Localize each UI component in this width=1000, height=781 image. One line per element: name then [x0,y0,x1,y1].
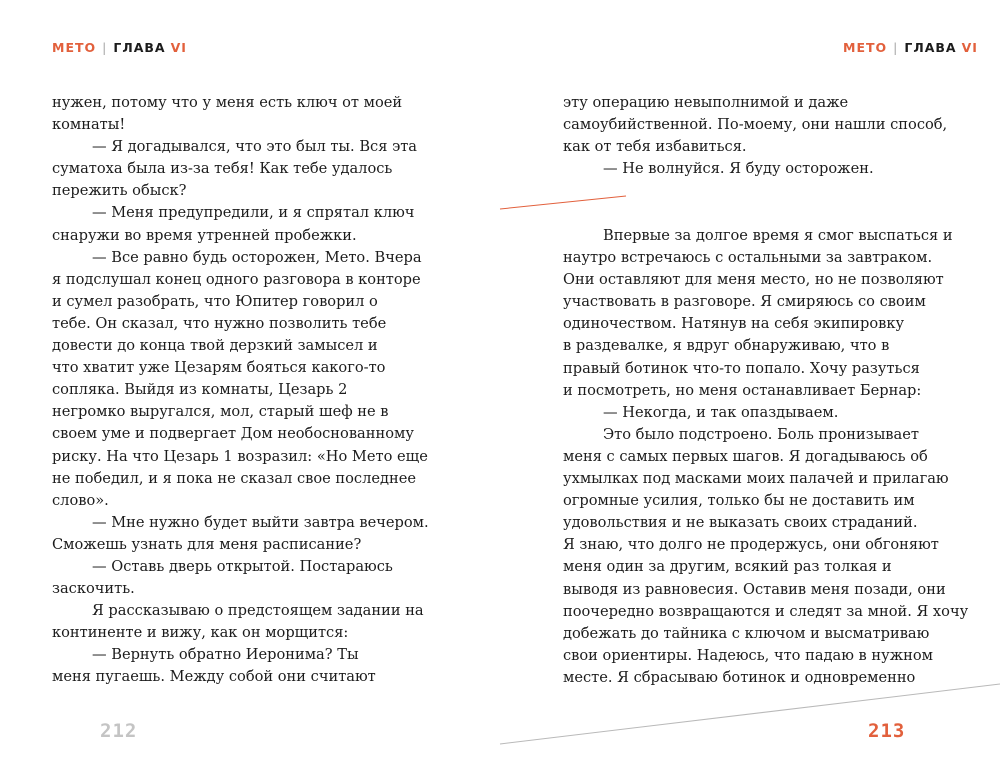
text-line: — Мне нужно будет выйти завтра вечером. [92,513,429,531]
header-chapter-number: VI [170,40,187,55]
text-line: ухмылках под масками моих палачей и прилагаю [563,470,949,488]
text-line: наутро встречаюсь с остальными за завтраком. [563,249,933,267]
text-line: как от тебя избавиться. [563,138,747,156]
text-line: Впервые за долгое время я смог выспаться и [603,227,953,244]
text-line: слово». [52,491,109,509]
text-line: — Меня предупредили, и я спрятал ключ [92,204,415,222]
text-line: — Не волнуйся. Я буду осторожен. [603,160,874,178]
text-line: добежать до тайника с ключом и высматриваю [563,624,930,642]
text-line: меня один за другим, всякий раз толкая и [563,558,892,576]
text-line: комнаты! [52,116,126,134]
page-number-right: 213 [868,720,906,742]
text-line: и сумел разобрать, что Юпитер говорил о [52,292,378,310]
text-line: негромко выругался, мол, старый шеф не в [52,403,389,421]
text-line: континенте и вижу, как он морщится: [52,624,349,642]
text-line: пережить обыск? [52,182,187,200]
text-line: Сможешь узнать для меня расписание? [52,535,362,553]
text-line: я подслушал конец одного разговора в конторе [52,270,421,288]
text-line: — Я догадывался, что это был ты. Вся эта [92,138,418,156]
text-line: огромные усилия, только бы не доставить им [563,492,915,510]
text-line: свои ориентиры. Надеюсь, что падаю в нужном [563,646,934,664]
text-line: поочередно возвращаются и следят за мной. Я хочу [563,602,969,620]
text-line: — Вернуть обратно Иеронима? Ты [92,646,359,664]
text-line: тебе. Он сказал, что нужно позволить тебе [52,314,387,332]
text-line: выводя из равновесия. Оставив меня позади, они [563,580,946,598]
text-line: снаружи во время утренней пробежки. [52,226,357,244]
header-book-title: МЕТО [843,40,888,55]
text-line: удовольствия и не выказать своих страданий. [563,514,918,532]
text-line: довести до конца твой дерзкий замысел и [52,337,378,355]
text-line: и посмотреть, но меня останавливает Бернар: [563,381,922,399]
text-line: месте. Я сбрасываю ботинок и одновременно [563,668,916,686]
text-line: суматоха была из-за тебя! Как тебе удалось [52,160,393,178]
section-break-rule [500,196,626,209]
text-line: — Оставь дверь открытой. Постараюсь [92,557,393,575]
text-line: риску. На что Цезарь 1 возразил: «Но Мето еще [52,447,428,465]
text-line: меня пугаешь. Между собой они считают [52,668,376,686]
text-line: — Некогда, и так опаздываем. [603,403,839,421]
header-separator: | [893,40,899,55]
header-chapter-label: ГЛАВА [904,40,957,55]
header-chapter-label: ГЛАВА [113,40,166,55]
text-line: меня с самых первых шагов. Я догадываюсь об [563,447,928,465]
text-line: Это было подстроено. Боль пронизывает [603,425,919,443]
page-number-left: 212 [100,720,138,742]
text-line: участвовать в разговоре. Я смиряюсь со своим [563,293,926,311]
text-line: Я рассказываю о предстоящем задании на [92,602,424,620]
text-line: заскочить. [52,580,135,598]
text-line: своем уме и подвергает Дом необоснованному [52,425,414,443]
page-corner-rule [500,684,1000,744]
text-line: в раздевалке, я вдруг обнаруживаю, что в [563,337,890,355]
text-line: нужен, потому что у меня есть ключ от моей [52,94,403,111]
text-line: сопляка. Выйдя из комнаты, Цезарь 2 [52,381,348,399]
header-chapter-number: VI [961,40,978,55]
text-line: эту операцию невыполнимой и даже [563,94,849,111]
text-line: Они оставляют для меня место, но не позволяют [563,271,944,289]
text-line: одиночеством. Натянув на себя экипировку [563,315,905,333]
text-line: — Все равно будь осторожен, Мето. Вчера [92,248,422,266]
text-line: самоубийственной. По-моему, они нашли способ, [563,116,948,134]
header-book-title: МЕТО [52,40,97,55]
text-line: Я знаю, что долго не продержусь, они обгоняют [563,536,939,554]
text-line: правый ботинок что-то попало. Хочу разуться [563,359,920,377]
text-line: не победил, и я пока не сказал свое последнее [52,469,416,487]
header-separator: | [102,40,108,55]
text-line: что хватит уже Цезарям бояться какого-то [52,359,386,377]
